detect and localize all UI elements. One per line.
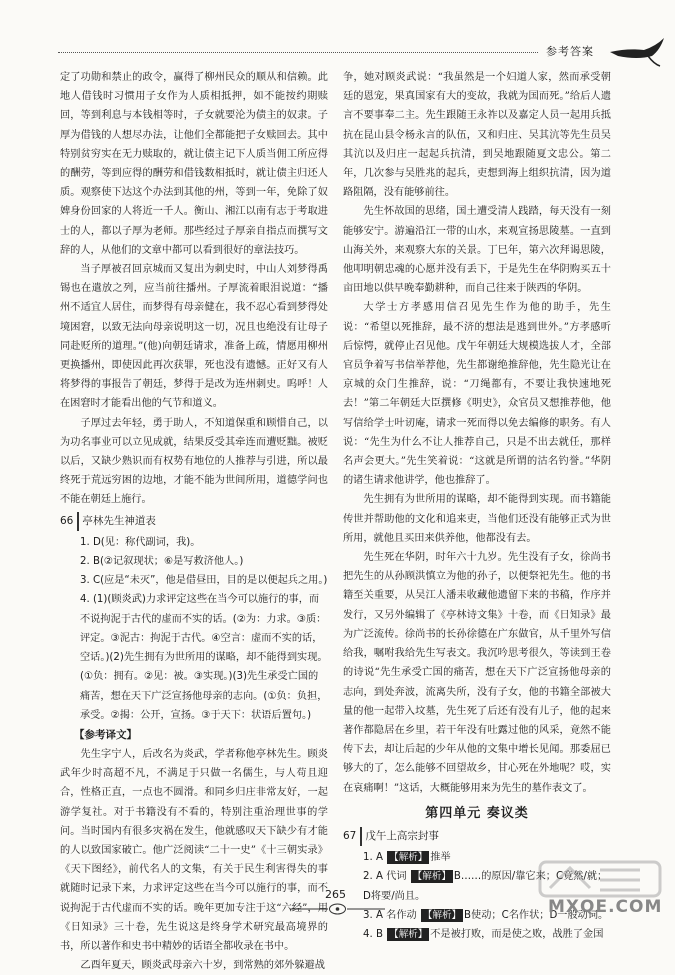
section-heading [60,512,328,531]
paragraph: 当子厚被召回京城而又复出为刺史时，中山人刘梦得禹锡也在遣放之列，应当前往播州。子厚流着眼泪说道：“播州不适宜人居住，而梦得有母亲健在，我不忍心看到梦得处境困窘，以致无法向母亲说明这一切，况且也绝没有让母子同赴贬所的道理。”(他)向朝廷请求，准备上疏，情愿用柳州更换播州，即使因此再次获罪，死也没有遗憾。正好又有人将梦得的事报告了朝廷，梦得于是改为连州刺史。呜呼！人在困窘时才能看出他的气节和道义。 [60,264,328,410]
answer-item: 4. B 【解析】 不是被打败，而是使之败，战胜了金国 [363,928,604,940]
paragraph: 定了功勋和禁止的政令，赢得了柳州民众的顺从和信赖。此地人借钱时习惯用子女作为人质相抵押，如不能按约期赎回，等到利息与本钱相等时，子女就要沦为债主的奴隶。子厚为借钱的人想尽办法，让他们全都能把子女赎回去。其中特别贫穷实在无力赎取的，就让债主记下人质当佣工所应得的酬劳，等到应得的酬劳和借钱数相抵时，就让债主归还人质。观察使下达这个办法到其他的州，等到一年，免除了奴婢身份回家的人将近一千人。衡山、湘江以南有志于考取进士的人，都以子厚为老师。那些经过子厚亲自指点而撰写文辞的人，从他们的文章中都可以看到很好的章法技巧。 [60,72,328,256]
watermark-text: MXQE.COM [548,897,663,917]
page-number: 265 [325,888,346,901]
section-title: 亭林先生神道表 [77,512,156,531]
paragraph: 先生死在华阴，时年六十九岁。先生没有子女，徐尚书把先生的从孙顾洪慎立为他的孙子，以便祭祀先生。他的书籍至关重要，从吴江人潘耒收藏他遗留下来的书稿，作序并发行，又另外编辑了《亭林诗文集》十卷，而《日知录》最为广泛流传。徐尚书的长孙徐德在广东做官，从千里外写信给我，嘱咐我给先生写表文。我沉吟思考很久，等读到王卷的诗说“先生承受亡国的痛苦，想在天下广泛宣扬他母亲的志向，到处奔波，流离失所，没有子女，他的书籍全部被大量的他一起带入坟墓，先生死了后还有没有儿子，他的起来著作都隐居在乡里，若干年没有吐露过他的风采，竟然不能传下去，却让后起的少年从他的文集中增长见闻。那委屈已够大的了，怎么能够不回望故乡，甘心死在外地呢？哎，实在哀痛啊！”这话，大概能够用来为先生的墓作表文了。 [343,552,611,794]
footer-ornament-icon [290,902,385,916]
paragraph: 先生字宁人，后改名为炎武，学者称他亭林先生。顾炎武年少时高超不凡，不满足于只做一名儒生，与人苟且迎合，性格正直，一点也不圆滑。和同乡归庄非常友好，一起游学复社。对于书籍没有不看的，特别注重治理世事的学问。当时国内有很多灾祸在发生，他就感叹天下缺少有才能的人以致国家破亡。他广泛阅读“二十一史”《十三朝实录》《天下图经》，前代名人的文集，有关于民生利害得失的事就随时记录下来，力求评定这些在当今可以施行的事，而不说拘泥于古代虚而不实的话。晚年更加专注于这“六经”，用《日知录》三十卷，先生说这是终身学术研究最高境界的书，所以著作和史书中精妙的话语全都收录在书中。 [60,748,328,952]
answer-item: 3. A 名作动 【解析】 B使动；C名作状；D一般动词。 [363,909,609,921]
paragraph: 大学士方孝感用信召见先生作为他的助手，先生说：“希望以死推辞，最不济的想法是逃到世外。”方孝感听后惊愕，就停止召见他。戊午年朝廷大规模选拔人才，全部官员争着写书信举荐他，先生都谢绝推辞他，先生隐光让在京城的众门生推辞，说：“刀绳都有，不要让我快速地死去！”第二年朝廷大臣撰修《明史》，众官员又想推荐他，他写信给学士叶讱庵，请求一死而得以免去编修的职务。有人说：“先生为什么不让人推荐自己，只是不出去就任，那样名声会更大。”先生笑着说：“这就是所谓的沽名钓誉。”华阴的诸生请求他讲学，他也推辞了。 [343,302,611,487]
section-number: 66 [60,514,74,527]
right-column [343,68,611,944]
analysis-tag: 【解析】 [422,909,462,921]
brush-ornament-icon [608,30,668,70]
paragraph: 争，她对顾炎武说：“我虽然是一个妇道人家，然而承受朝廷的恩宠，果真国家有大的变故，我就为国而死。”给后人遗言不要事奉二主。先生跟随王永祚以及嘉定人员一起用兵抵抗在昆山县令杨永言的队伍，又和归庄、吴其沆等先生员吴其沆以及归庄一起起兵抗清，到吴地跟随夏文忠公。第二年，几次参与吴胜兆的起兵，吏想到海上组织抗清，因为道路阻隔，没有能够前往。 [343,72,611,199]
header-rule [58,52,538,53]
left-column [60,68,328,975]
header-title: 参考答案 [546,45,594,58]
paragraph: 乙酉年夏天，顾炎武母亲六十岁，到常熟的郊外躲避战 [80,960,325,972]
analysis-tag: 【解析】 [389,852,428,864]
section-title: 戊午上高宗封事 [360,827,439,846]
paragraph: 先生怀故国的思绪，国土遭受清人践踏，每天没有一刻能够安宁。游遍沿江一带的山水，来观宣扬思陵墓。一直到山海关外，来观察大东的关景。丁巳年，第六次拜谒思陵，他叩明朝忠魂的心愿并没有丢下，于是先生在华阴购买五十亩田地以供早晚奉勤耕种，而自己往来于陕西的华阴。 [343,206,611,295]
answer-item: 1. D(见：称代副词，我)。 [80,536,201,548]
section-heading [343,827,611,846]
analysis-tag: 【解析】 [412,871,451,883]
answer-item: 1. A 【解析】 推举 [363,852,451,864]
answer-item: 3. C(应是“未灭”，他是借昼田，目的是以便起兵之用。) [80,575,328,587]
answer-item: 2. A 代词 【解析】 B……的原因/靠它来；C竟然/就；D将要/尚且。 [363,871,608,902]
reference-translation-heading: 【参考译文】 [74,728,137,741]
answer-item: 4. (1)(顾炎武)力求评定这些在当今可以施行的事，而不说拘泥于古代的虚而不实的话。(②为：力求。③质：评定。③泥古：拘泥于古代。④空言：虚而不实的话，空话。)(2)先生拥有为世所用的谋略，却不能得到实现。(①负：拥有。②见：被。③实现。)(3)先生承受亡国的痛苦，想在天下广泛宣扬他母亲的志向。(①负：负担，承受。②揭：公开，宣扬。③于天下：状语后置句。) [80,594,328,721]
paragraph: 子厚过去年轻，勇于助人，不知道保重和顾惜自己，以为功名事业可以立见成就，结果反受其牵连而遭贬黜。被贬以后，又缺少熟识而有权势有地位的人推荐与引进，所以最终死于荒远穷困的边地，才能不能为世间所用，道德学问也不能在朝廷上施行。 [60,417,328,506]
answer-item: 2. B(②记叙现状；⑥是写救济他人。) [80,556,244,568]
section-number: 67 [343,829,357,842]
unit-heading: 第四单元 奏议类 [425,805,529,821]
paragraph: 先生拥有为世所用的谋略，却不能得到实现。而书籍能传世并帮助他的文化和追来吏，当他们还没有能够正式为世所用，就他且买田来供养他，他都没有去。 [343,494,611,544]
analysis-tag: 【解析】 [389,928,428,940]
